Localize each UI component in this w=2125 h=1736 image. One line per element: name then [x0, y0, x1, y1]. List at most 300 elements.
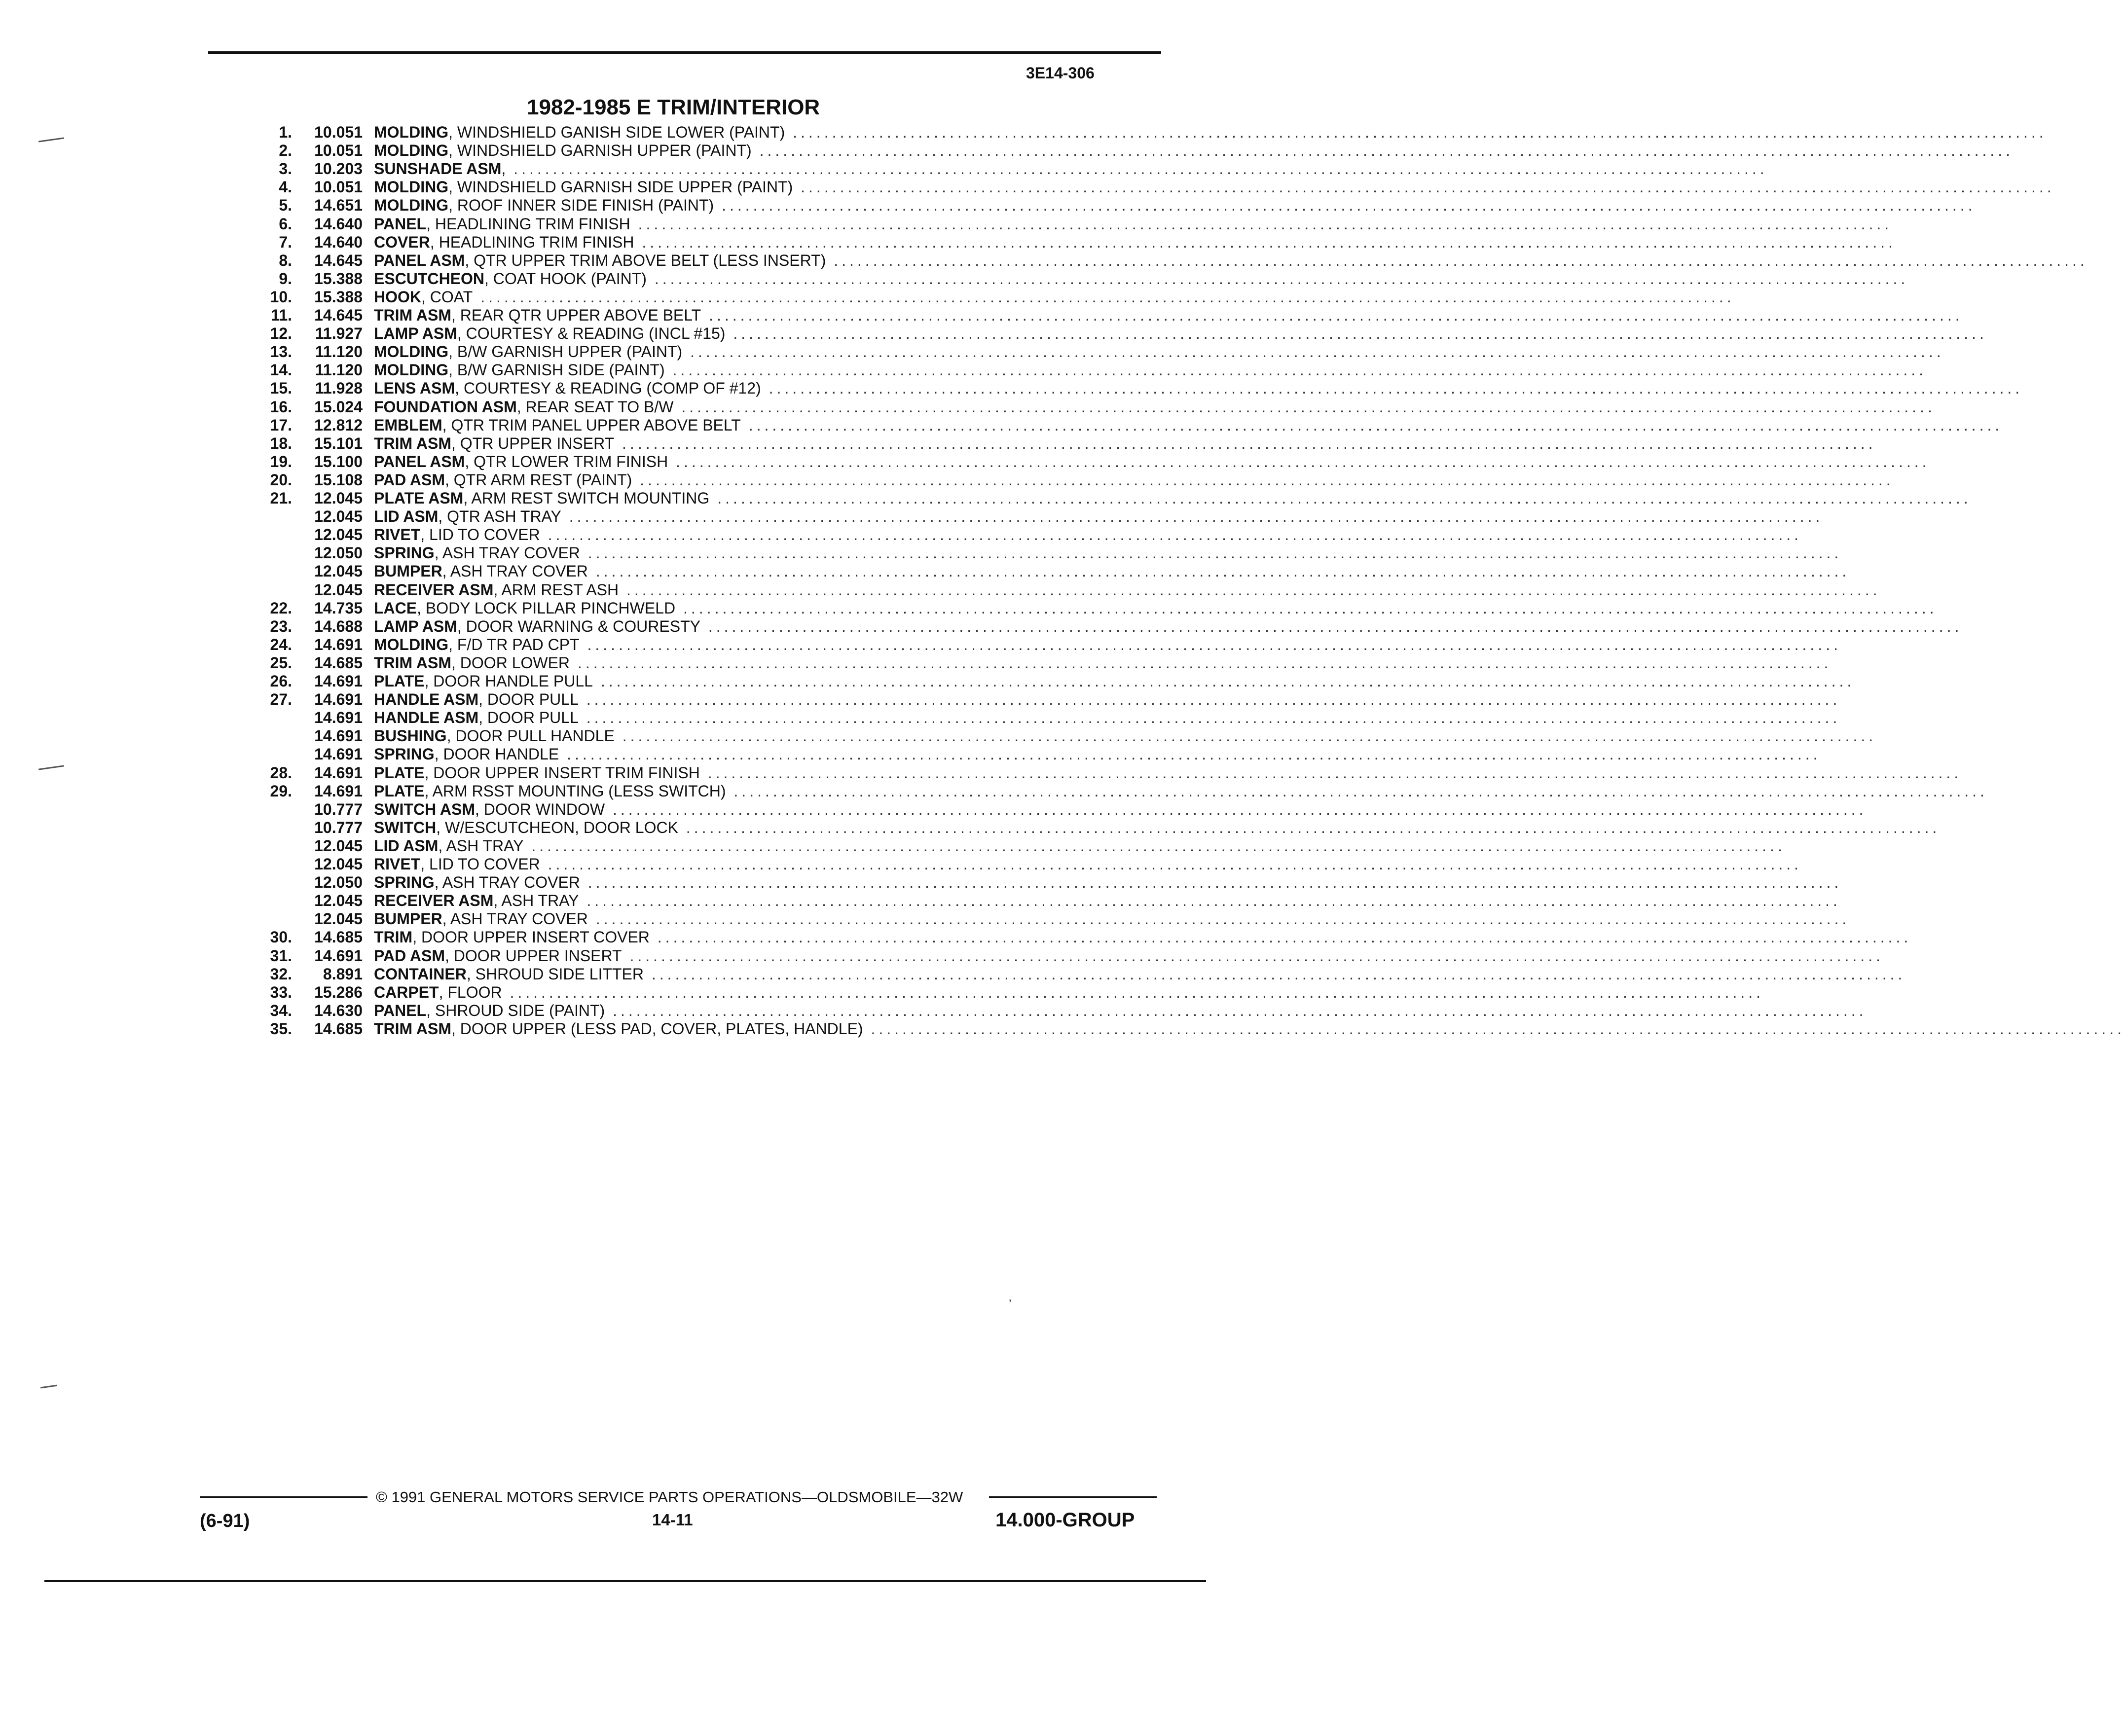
- item-number: 18.: [270, 434, 292, 452]
- part-description: [374, 251, 2088, 270]
- list-item: [237, 873, 1842, 892]
- part-name: SPRING: [374, 745, 435, 763]
- part-description: [374, 892, 1841, 910]
- part-description: [374, 343, 1944, 361]
- group-number: 12.045: [314, 526, 363, 544]
- part-detail: , LID TO COVER: [420, 855, 540, 873]
- list-item: [237, 946, 1884, 965]
- part-detail: , ARM REST SWITCH MOUNTING: [463, 489, 710, 507]
- item-number: 20.: [270, 470, 292, 489]
- dot-leader: ................................................................................................................................................................: [793, 178, 2055, 196]
- list-item: [237, 379, 2023, 398]
- footer-group: 14.000-GROUP: [995, 1509, 1135, 1531]
- item-number: 22.: [270, 599, 292, 617]
- item-number: 11.: [271, 306, 292, 324]
- dot-leader: ................................................................................................................................................................: [761, 379, 2023, 398]
- part-detail: , DOOR UPPER INSERT COVER: [412, 928, 650, 946]
- item-number: 23.: [270, 617, 292, 635]
- item-number: 26.: [270, 672, 292, 690]
- dot-leader: ................................................................................................................................................................: [682, 343, 1944, 361]
- dot-leader: ................................................................................................................................................................: [506, 160, 1768, 178]
- group-number: 15.101: [314, 434, 363, 452]
- list-item: [237, 983, 1764, 1002]
- list-item: [237, 599, 1938, 617]
- group-number: 12.045: [314, 892, 363, 910]
- part-description: [374, 965, 1906, 983]
- part-description: [374, 526, 1802, 544]
- item-number: 28.: [270, 763, 292, 782]
- item-number: 4.: [279, 178, 292, 196]
- part-detail: , QTR UPPER INSERT: [451, 434, 615, 452]
- dot-leader: ................................................................................................................................................................: [580, 544, 1842, 562]
- part-name: RECEIVER ASM: [374, 892, 494, 910]
- part-description: [374, 873, 1842, 892]
- list-item: [237, 507, 1824, 526]
- dot-leader: ................................................................................................................................................................: [678, 818, 1941, 836]
- part-detail: , REAR QTR UPPER ABOVE BELT: [451, 306, 701, 324]
- part-detail: , COURTESY & READING (COMP OF #12): [455, 379, 761, 398]
- part-description: [374, 818, 1941, 837]
- part-description: [374, 434, 1876, 453]
- bottom-rule: [44, 1580, 1206, 1582]
- part-name: ESCUTCHEON: [374, 269, 485, 288]
- group-number: 12.045: [314, 489, 363, 507]
- part-name: MOLDING: [374, 123, 449, 141]
- part-name: BUSHING: [374, 727, 447, 745]
- part-detail: , COAT: [421, 288, 473, 306]
- list-item: [237, 361, 1927, 379]
- part-detail: , BODY LOCK PILLAR PINCHWELD: [417, 599, 676, 617]
- dot-leader: ................................................................................................................................................................: [619, 580, 1881, 599]
- group-number: 12.045: [314, 910, 363, 928]
- item-number: 5.: [279, 196, 292, 215]
- list-item: [237, 196, 1976, 215]
- part-name: LID ASM: [374, 507, 439, 526]
- group-number: 14.651: [314, 196, 363, 215]
- part-name: CONTAINER: [374, 965, 467, 983]
- part-name: HOOK: [374, 288, 421, 306]
- part-detail: , DOOR PULL HANDLE: [446, 727, 615, 745]
- part-name: MOLDING: [374, 196, 449, 215]
- part-name: PLATE ASM: [374, 489, 464, 507]
- part-name: FOUNDATION ASM: [374, 398, 517, 416]
- scan-mark: [38, 765, 64, 770]
- part-detail: , ASH TRAY COVER: [442, 910, 588, 928]
- dot-leader: ................................................................................................................................................................: [725, 325, 1987, 343]
- part-detail: , ASH TRAY COVER: [434, 544, 580, 562]
- list-item: [237, 251, 2088, 270]
- group-number: 14.691: [314, 635, 363, 653]
- part-description: [374, 910, 1850, 928]
- group-number: 12.045: [314, 562, 363, 580]
- dot-leader: ................................................................................................................................................................: [592, 672, 1855, 690]
- part-detail: , DOOR UPPER (LESS PAD, COVER, PLATES, HANDLE): [451, 1019, 863, 1038]
- group-number: 14.685: [314, 1019, 363, 1038]
- group-number: 12.045: [314, 507, 363, 526]
- part-description: [374, 288, 1735, 306]
- part-name: LID ASM: [374, 836, 439, 855]
- part-detail: , DOOR HANDLE PULL: [424, 672, 593, 690]
- list-item: [237, 160, 1768, 178]
- list-item: [237, 653, 1832, 672]
- list-item: [237, 416, 2003, 434]
- list-item: [237, 1001, 1867, 1020]
- part-name: PAD ASM: [374, 470, 445, 489]
- dot-leader: ................................................................................................................................................................: [751, 142, 2014, 160]
- item-number: 32.: [270, 965, 292, 983]
- part-detail: , QTR LOWER TRIM FINISH: [465, 452, 668, 470]
- item-number: 24.: [270, 635, 292, 653]
- part-name: PANEL: [374, 1001, 427, 1019]
- group-number: 10.051: [314, 123, 363, 141]
- dot-leader: ................................................................................................................................................................: [622, 946, 1884, 965]
- group-number: 14.691: [314, 745, 363, 763]
- part-detail: , ASH TRAY COVER: [442, 562, 588, 580]
- group-number: 10.051: [314, 178, 363, 196]
- item-number: 8.: [279, 251, 292, 269]
- list-item: [237, 288, 1735, 306]
- dot-leader: ................................................................................................................................................................: [523, 836, 1786, 855]
- part-name: SWITCH ASM: [374, 800, 476, 818]
- part-name: PLATE: [374, 672, 425, 690]
- list-item: [237, 580, 1881, 599]
- item-number: 14.: [270, 361, 292, 379]
- dot-leader: ................................................................................................................................................................: [646, 269, 1909, 288]
- list-item: [237, 470, 1894, 489]
- part-description: [374, 269, 1909, 288]
- dot-leader: ................................................................................................................................................................: [540, 526, 1802, 544]
- part-name: BUMPER: [374, 910, 442, 928]
- part-name: LAMP ASM: [374, 325, 457, 343]
- list-item: [237, 635, 1841, 654]
- part-name: LACE: [374, 599, 417, 617]
- footer-rule-left: [200, 1496, 367, 1498]
- dot-leader: ................................................................................................................................................................: [605, 800, 1867, 818]
- list-item: [237, 910, 1850, 928]
- item-number: 29.: [270, 782, 292, 800]
- part-name: PAD ASM: [374, 946, 445, 965]
- dot-leader: ................................................................................................................................................................: [587, 910, 1850, 928]
- part-description: [374, 653, 1832, 672]
- dot-leader: ................................................................................................................................................................: [714, 196, 1976, 215]
- part-description: [374, 855, 1802, 873]
- list-item: [237, 709, 1841, 727]
- part-name: PANEL: [374, 215, 427, 233]
- group-number: 15.024: [314, 398, 363, 416]
- group-number: 12.050: [314, 544, 363, 562]
- part-name: TRIM ASM: [374, 306, 452, 324]
- group-number: 14.691: [314, 782, 363, 800]
- list-item: [237, 142, 2014, 160]
- list-item: [237, 763, 1962, 782]
- part-detail: , COAT HOOK (PAINT): [484, 269, 647, 288]
- part-detail: , B/W GARNISH SIDE (PAINT): [448, 361, 665, 379]
- item-number: 9.: [279, 269, 292, 288]
- item-number: 35.: [270, 1019, 292, 1038]
- list-item: [237, 343, 1944, 361]
- item-number: 13.: [270, 343, 292, 361]
- part-detail: , ARM RSST MOUNTING (LESS SWITCH): [424, 782, 726, 800]
- item-number: 27.: [270, 690, 292, 709]
- part-name: SPRING: [374, 544, 435, 562]
- part-description: [374, 507, 1824, 526]
- dot-leader: ................................................................................................................................................................: [634, 233, 1896, 251]
- part-detail: , DOOR UPPER INSERT TRIM FINISH: [424, 763, 700, 782]
- dot-leader: ................................................................................................................................................................: [502, 983, 1764, 1001]
- dot-leader: ................................................................................................................................................................: [580, 873, 1842, 892]
- part-name: PLATE: [374, 763, 425, 782]
- part-detail: ,: [501, 160, 506, 178]
- item-number: 16.: [270, 398, 292, 416]
- list-item: [237, 892, 1841, 910]
- footer-page-number: 14-11: [652, 1511, 693, 1529]
- dot-leader: ................................................................................................................................................................: [605, 1001, 1867, 1019]
- group-number: 15.388: [314, 269, 363, 288]
- item-number: 30.: [270, 928, 292, 946]
- part-name: MOLDING: [374, 361, 449, 379]
- group-number: 14.691: [314, 690, 363, 709]
- part-description: [374, 306, 1963, 325]
- dot-leader: ................................................................................................................................................................: [701, 306, 1963, 324]
- list-item: [237, 672, 1855, 690]
- part-detail: , DOOR HANDLE: [434, 745, 559, 763]
- part-detail: , B/W GARNISH UPPER (PAINT): [448, 343, 683, 361]
- footer-date: (6-91): [200, 1511, 250, 1531]
- group-number: 10.777: [314, 800, 363, 818]
- part-detail: , DOOR PULL: [478, 690, 579, 709]
- group-number: 15.286: [314, 983, 363, 1001]
- list-item: [237, 452, 1930, 471]
- part-description: [374, 160, 1768, 178]
- part-description: [374, 727, 1877, 745]
- part-description: [374, 763, 1962, 782]
- list-item: [237, 562, 1850, 580]
- group-number: 14.685: [314, 653, 363, 672]
- part-description: [374, 635, 1841, 654]
- part-description: [374, 398, 1936, 416]
- dot-leader: ................................................................................................................................................................: [578, 709, 1841, 727]
- dot-leader: ................................................................................................................................................................: [540, 855, 1802, 873]
- dot-leader: ................................................................................................................................................................: [726, 782, 1988, 800]
- list-item: [237, 727, 1877, 745]
- group-number: 14.640: [314, 233, 363, 251]
- list-item: [237, 306, 1963, 325]
- dot-leader: ................................................................................................................................................................: [673, 398, 1936, 416]
- page-title: 1982-1985 E TRIM/INTERIOR: [527, 95, 820, 119]
- group-number: 14.691: [314, 672, 363, 690]
- list-item: [237, 325, 1987, 343]
- part-detail: , DOOR WINDOW: [475, 800, 605, 818]
- part-description: [374, 361, 1927, 379]
- item-number: 12.: [270, 325, 292, 343]
- list-item: [237, 434, 1876, 453]
- scan-speck: ʼ: [1009, 1297, 1012, 1312]
- part-description: [374, 142, 2014, 160]
- part-description: [374, 745, 1821, 763]
- list-item: [237, 1019, 2125, 1038]
- part-detail: , ASH TRAY COVER: [434, 873, 580, 892]
- item-number: 25.: [270, 653, 292, 672]
- part-description: [374, 617, 1963, 636]
- dot-leader: ................................................................................................................................................................: [614, 434, 1876, 452]
- group-number: 14.640: [314, 215, 363, 233]
- group-number: 14.691: [314, 763, 363, 782]
- item-number: 31.: [270, 946, 292, 965]
- group-number: 14.691: [314, 709, 363, 727]
- part-name: SPRING: [374, 873, 435, 892]
- part-detail: , HEADLINING TRIM FINISH: [426, 215, 630, 233]
- list-item: [237, 269, 1909, 288]
- part-name: BUMPER: [374, 562, 442, 580]
- part-description: [374, 196, 1976, 215]
- part-description: [374, 580, 1881, 599]
- group-number: 12.045: [314, 580, 363, 599]
- part-name: TRIM: [374, 928, 413, 946]
- group-number: 10.051: [314, 142, 363, 160]
- group-number: 10.777: [314, 818, 363, 836]
- part-description: [374, 672, 1855, 690]
- group-number: 14.630: [314, 1001, 363, 1019]
- list-item: [237, 745, 1821, 763]
- item-number: 7.: [279, 233, 292, 251]
- part-name: PANEL ASM: [374, 251, 465, 269]
- part-description: [374, 836, 1786, 855]
- group-number: 12.045: [314, 855, 363, 873]
- scan-mark: [40, 1385, 57, 1389]
- group-number: 11.928: [315, 379, 363, 398]
- item-number: 34.: [270, 1001, 292, 1019]
- list-item: [237, 398, 1936, 416]
- part-description: [374, 599, 1938, 617]
- part-detail: , DOOR WARNING & COURESTY: [457, 617, 700, 635]
- dot-leader: ................................................................................................................................................................: [740, 416, 2003, 434]
- list-item: [237, 855, 1802, 873]
- group-number: 14.691: [314, 946, 363, 965]
- part-detail: , FLOOR: [439, 983, 502, 1001]
- part-detail: , W/ESCUTCHEON, DOOR LOCK: [436, 818, 678, 836]
- part-description: [374, 983, 1764, 1002]
- part-description: [374, 928, 1912, 946]
- part-name: TRIM ASM: [374, 434, 452, 452]
- item-number: 19.: [270, 452, 292, 470]
- part-description: [374, 1019, 2125, 1038]
- part-detail: , WINDSHIELD GARNISH UPPER (PAINT): [448, 142, 752, 160]
- part-detail: , SHROUD SIDE LITTER: [466, 965, 644, 983]
- item-number: 21.: [270, 489, 292, 507]
- group-number: 15.108: [314, 470, 363, 489]
- group-number: 10.203: [314, 160, 363, 178]
- item-number: 2.: [279, 142, 292, 160]
- part-name: COVER: [374, 233, 430, 251]
- item-number: 3.: [279, 160, 292, 178]
- dot-leader: ................................................................................................................................................................: [570, 653, 1832, 672]
- part-name: EMBLEM: [374, 416, 442, 434]
- part-name: HANDLE ASM: [374, 709, 479, 727]
- dot-leader: ................................................................................................................................................................: [700, 617, 1963, 635]
- list-item: [237, 215, 1893, 233]
- part-name: PANEL ASM: [374, 452, 465, 470]
- dot-leader: ................................................................................................................................................................: [473, 288, 1735, 306]
- dot-leader: ................................................................................................................................................................: [630, 215, 1893, 233]
- part-detail: , QTR UPPER TRIM ABOVE BELT (LESS INSERT): [465, 251, 826, 269]
- part-name: RIVET: [374, 855, 421, 873]
- group-number: 14.685: [314, 928, 363, 946]
- part-name: TRIM ASM: [374, 1019, 452, 1038]
- group-number: 15.100: [314, 452, 363, 470]
- group-number: 11.927: [315, 325, 363, 343]
- part-detail: , F/D TR PAD CPT: [448, 635, 580, 653]
- list-item: [237, 617, 1963, 636]
- part-description: [374, 544, 1842, 562]
- part-detail: , LID TO COVER: [420, 526, 540, 544]
- list-item: [237, 489, 1972, 507]
- item-number: 10.: [270, 288, 292, 306]
- dot-leader: ................................................................................................................................................................: [579, 892, 1841, 910]
- part-detail: , ARM REST ASH: [493, 580, 619, 599]
- part-detail: , SHROUD SIDE (PAINT): [426, 1001, 605, 1019]
- list-item: [237, 800, 1867, 819]
- list-item: [237, 233, 1896, 252]
- part-name: MOLDING: [374, 343, 449, 361]
- list-item: [237, 544, 1842, 562]
- part-name: PLATE: [374, 782, 425, 800]
- group-number: 12.045: [314, 836, 363, 855]
- list-item: [237, 836, 1786, 855]
- dot-leader: ................................................................................................................................................................: [559, 745, 1821, 763]
- group-number: 12.050: [314, 873, 363, 892]
- item-number: 6.: [279, 215, 292, 233]
- part-description: [374, 690, 1841, 709]
- part-name: MOLDING: [374, 178, 449, 196]
- item-number: 33.: [270, 983, 292, 1001]
- dot-leader: ................................................................................................................................................................: [664, 361, 1927, 379]
- dot-leader: ................................................................................................................................................................: [863, 1019, 2125, 1038]
- part-description: [374, 215, 1893, 233]
- group-number: 14.688: [314, 617, 363, 635]
- part-detail: , QTR ASH TRAY: [438, 507, 561, 526]
- part-name: HANDLE ASM: [374, 690, 479, 709]
- part-description: [374, 416, 2003, 434]
- part-detail: , QTR ARM REST (PAINT): [445, 470, 632, 489]
- list-item: [237, 818, 1941, 837]
- part-detail: , DOOR UPPER INSERT: [445, 946, 622, 965]
- part-description: [374, 452, 1930, 471]
- part-name: SWITCH: [374, 818, 437, 836]
- part-detail: , QTR TRIM PANEL UPPER ABOVE BELT: [442, 416, 741, 434]
- part-description: [374, 800, 1867, 819]
- scan-mark: [38, 137, 64, 142]
- part-detail: , DOOR PULL: [478, 709, 579, 727]
- item-number: 17.: [270, 416, 292, 434]
- dot-leader: ................................................................................................................................................................: [699, 763, 1962, 782]
- footer-rule-right: [989, 1496, 1157, 1498]
- part-name: CARPET: [374, 983, 439, 1001]
- part-description: [374, 470, 1894, 489]
- part-detail: , WINDSHIELD GARNISH SIDE UPPER (PAINT): [448, 178, 793, 196]
- list-item: [237, 965, 1906, 983]
- dot-leader: ................................................................................................................................................................: [632, 470, 1894, 489]
- dot-leader: ................................................................................................................................................................: [826, 251, 2088, 269]
- group-number: 15.388: [314, 288, 363, 306]
- item-number: 15.: [270, 379, 292, 398]
- part-detail: , COURTESY & READING (INCL #15): [457, 325, 726, 343]
- dot-leader: ................................................................................................................................................................: [587, 562, 1850, 580]
- footer-copyright: © 1991 GENERAL MOTORS SERVICE PARTS OPERATIONS—OLDSMOBILE—32W: [376, 1488, 963, 1506]
- list-item: [237, 928, 1912, 946]
- part-name: RECEIVER ASM: [374, 580, 494, 599]
- dot-leader: ................................................................................................................................................................: [644, 965, 1906, 983]
- part-detail: , REAR SEAT TO B/W: [516, 398, 674, 416]
